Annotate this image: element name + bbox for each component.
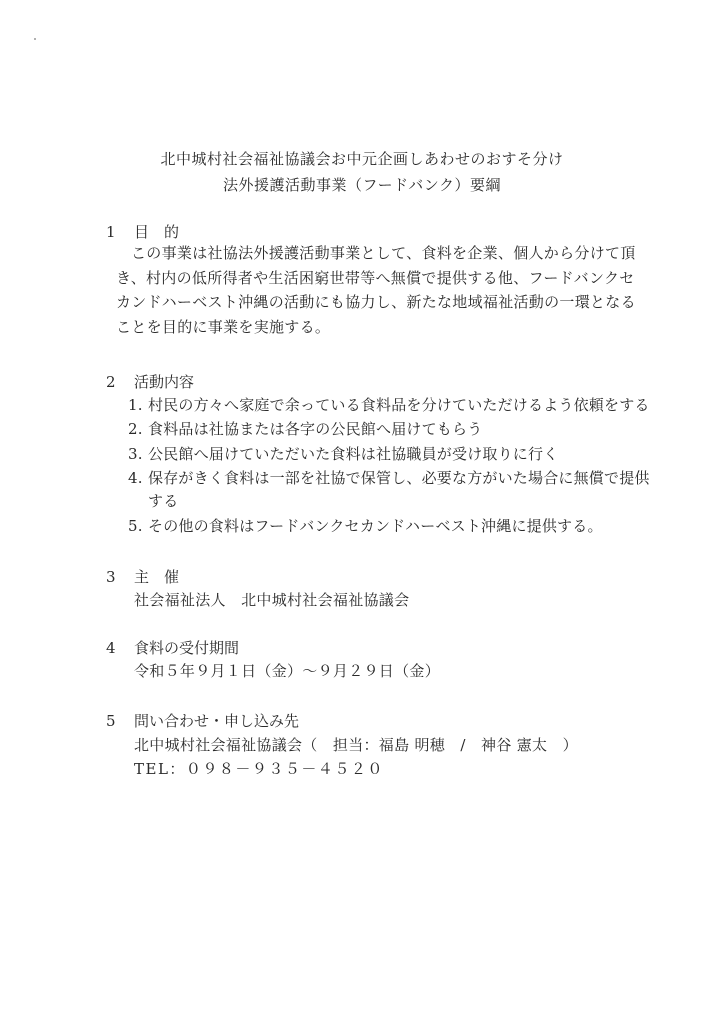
list-item-text: 保存がきく食料は一部を社協で保管し、必要な方がいた場合に無償で提供 <box>148 469 650 487</box>
list-item <box>128 443 558 464</box>
list-item-number: 3. <box>128 445 143 463</box>
document-title-line1: 北中城村社会福祉協議会お中元企画しあわせのおすそ分け <box>160 150 564 168</box>
list-item <box>128 467 650 488</box>
list-item-continuation: する <box>148 492 179 510</box>
section-number: 4 <box>106 639 116 657</box>
section-1-heading <box>106 221 179 242</box>
section-title: 目 的 <box>134 223 180 241</box>
section-3-heading <box>106 566 179 587</box>
scan-speck <box>34 38 36 40</box>
section-2-heading <box>106 371 194 392</box>
section-4-heading <box>106 637 239 658</box>
list-item-number: 4. <box>128 469 143 487</box>
list-item-text: その他の食料はフードバンクセカンドハーベスト沖縄に提供する。 <box>148 517 603 535</box>
list-item-text: 公民館へ届けていただいた食料は社協職員が受け取りに行く <box>148 445 559 463</box>
purpose-text: この事業は社協法外援護活動事業として、食料を企業、個人から分けて頂き、村内の低所得者や生活困窮世帯等へ無償で提供する他、フードバンクセカンドハーベスト沖縄の活動にも協力し、新たな地域福祉活動の一環となることを目的に事業を実施する。 <box>116 244 636 336</box>
list-item <box>128 418 482 439</box>
contact-tel: TEL：０９８－９３５－４５２０ <box>134 760 384 778</box>
document-title-line2: 法外援護活動事業（フードバンク）要綱 <box>223 176 501 194</box>
list-item-number: 2. <box>128 420 143 438</box>
contact-text: 北中城村社会福祉協議会（ 担当：福島 明穂 / 神谷 憲太 ） <box>134 736 578 754</box>
section-number: 2 <box>106 373 116 391</box>
list-item <box>128 394 650 415</box>
list-item-text: 食料品は社協または各字の公民館へ届けてもらう <box>148 420 483 438</box>
list-item-text: 村民の方々へ家庭で余っている食料品を分けていただけるよう依頼をする <box>148 396 650 414</box>
list-item-number: 5. <box>128 517 143 535</box>
section-number: 1 <box>106 223 116 241</box>
list-item-number: 1. <box>128 396 143 414</box>
section-1-paragraph <box>116 241 636 339</box>
section-title: 問い合わせ・申し込み先 <box>134 712 300 730</box>
section-title: 活動内容 <box>134 373 195 391</box>
organizer-text: 社会福祉法人 北中城村社会福祉協議会 <box>134 591 410 609</box>
reception-period-text: 令和５年９月１日（金）～９月２９日（金） <box>134 662 441 680</box>
list-item <box>128 515 603 536</box>
section-number: 5 <box>106 712 116 730</box>
section-title: 主 催 <box>134 568 180 586</box>
section-5-heading <box>106 710 299 731</box>
section-title: 食料の受付期間 <box>134 639 240 657</box>
section-number: 3 <box>106 568 116 586</box>
